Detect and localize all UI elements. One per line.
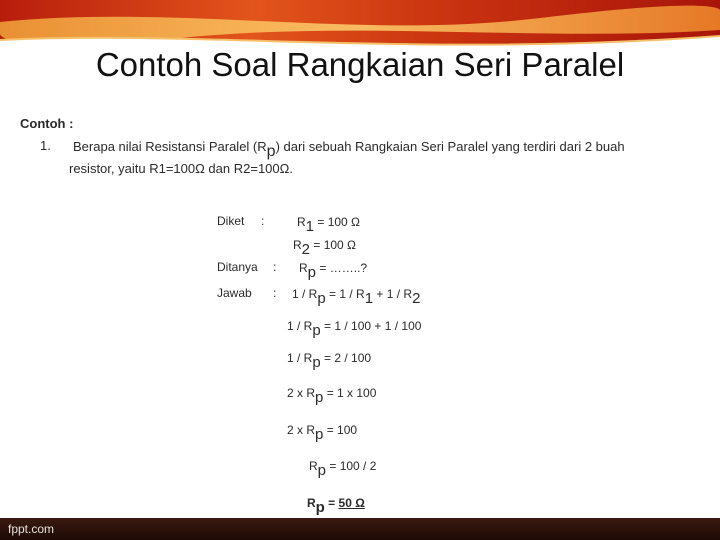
problem-number: 1.: [40, 138, 51, 153]
jawab-label: Jawab: [217, 286, 252, 300]
problem-line-1: Berapa nilai Resistansi Paralel (Rp) dari sebuah Rangkaian Seri Paralel yang terdiri dari 2 buah: [73, 139, 625, 160]
ditanya-colon: :: [273, 260, 277, 274]
asked-rp: Rp = ……..?: [299, 261, 368, 281]
ditanya-label: Ditanya: [217, 260, 258, 274]
footer-brand: fppt.com: [8, 522, 55, 536]
equation-4: 2 x Rp = 1 x 100: [287, 386, 377, 406]
equation-1: 1 / Rp = 1 / R1 + 1 / R2: [292, 287, 421, 307]
footer-bar: [0, 518, 720, 540]
given-r2: R2 = 100 Ω: [293, 238, 357, 258]
problem-line-2: resistor, yaitu R1=100Ω dan R2=100Ω.: [69, 161, 293, 176]
equation-6: Rp = 100 / 2: [309, 459, 377, 479]
equation-2: 1 / Rp = 1 / 100 + 1 / 100: [287, 319, 422, 339]
given-r1: R1 = 100 Ω: [297, 215, 361, 235]
final-answer: Rp = 50 Ω: [307, 496, 365, 516]
slide-title: Contoh Soal Rangkaian Seri Paralel: [95, 46, 625, 83]
equation-5: 2 x Rp = 100: [287, 423, 358, 443]
diket-colon: :: [261, 214, 265, 228]
jawab-colon: :: [273, 286, 277, 300]
equation-3: 1 / Rp = 2 / 100: [287, 351, 372, 371]
diket-label: Diket: [217, 214, 245, 228]
example-heading: Contoh :: [20, 116, 74, 131]
